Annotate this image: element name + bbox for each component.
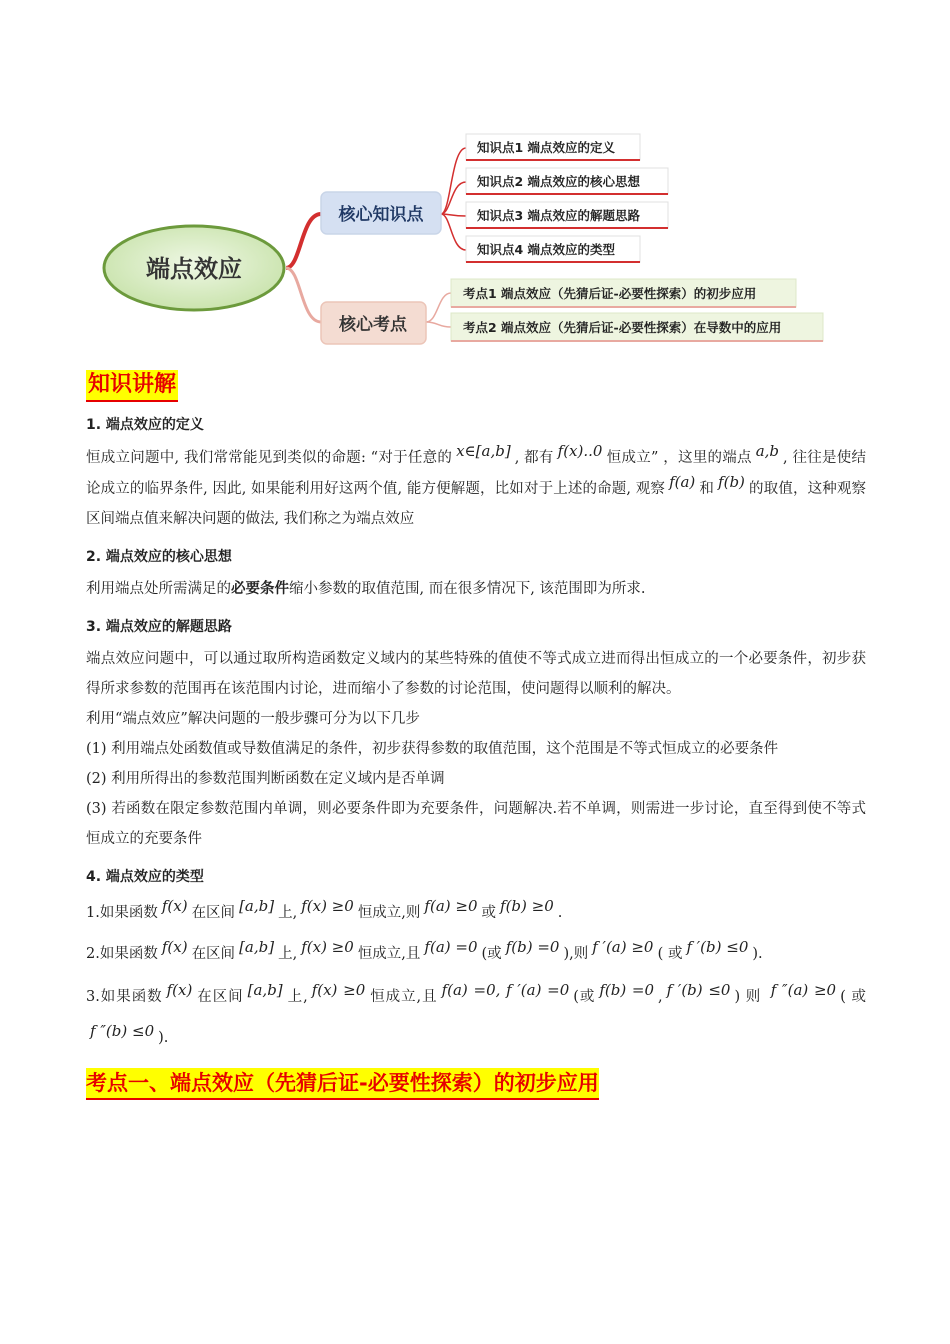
connector-branch2 (286, 268, 321, 322)
root-label: 端点效应 (146, 255, 242, 283)
document-body (86, 370, 866, 1100)
heading-approach: 3. 端点效应的解题思路 (86, 619, 232, 635)
heading-types: 4. 端点效应的类型 (86, 869, 204, 885)
leaf-node (466, 236, 640, 262)
leaf-node (466, 168, 668, 194)
type-3: 3.如果函数 f(x) 在区间 [a,b] 上, f(x) ≥0 恒成立,且 f(a) =0, f ′(a) =0 (或 f(b) =0 , f ′(b) ≤0 ) 则 f ″(a) ≥0 ( 或f ″(b) ≤0 ). (86, 981, 866, 1046)
branch-core-knowledge (321, 192, 441, 234)
branch-label: 核心知识点 (338, 205, 424, 225)
leaf-node (451, 313, 823, 341)
svg-text:考点1 端点效应（先猜后证-必要性探索）的初步应用: 考点1 端点效应（先猜后证-必要性探索）的初步应用 (463, 286, 757, 301)
leaf-node (451, 279, 796, 307)
steps-intro: 利用“端点效应”解决问题的一般步骤可分为以下几步 (86, 711, 420, 727)
leaf-node (466, 134, 640, 160)
step-1: (1) 利用端点处函数值或导数值满足的条件，初步获得参数的取值范围，这个范围是不等式恒成立的必要条件 (86, 741, 779, 757)
heading-definition: 1. 端点效应的定义 (86, 417, 204, 433)
root-node (104, 226, 284, 310)
approach-paragraph: 端点效应问题中，可以通过取所构造函数定义域内的某些特殊的值使不等式成立进而得出恒成立的一个必要条件，初步获得所求参数的范围再在该范围内讨论，进而缩小了参数的讨论范围，使问题得以顺利的解决。 (86, 651, 866, 697)
topic-title: 考点一、端点效应（先猜后证-必要性探索）的初步应用 (86, 1068, 599, 1100)
branch-label: 核心考点 (339, 315, 407, 335)
core-idea-paragraph: 利用端点处所需满足的必要条件缩小参数的取值范围, 而在很多情况下, 该范围即为所求. (86, 581, 646, 597)
svg-text:知识点3 端点效应的解题思路: 知识点3 端点效应的解题思路 (477, 208, 641, 223)
connector-branch1 (286, 214, 321, 268)
branch-core-exam (321, 302, 426, 344)
section-title: 知识讲解 (86, 370, 178, 402)
math-fx: f(x)..0 (557, 442, 603, 460)
step-2: (2) 利用所得出的参数范围判断函数在定义域内是否单调 (86, 771, 445, 787)
math-ab: a,b (755, 442, 780, 460)
mind-map (96, 126, 836, 356)
math-fa: f(a) (669, 473, 696, 491)
svg-text:知识点4 端点效应的类型: 知识点4 端点效应的类型 (477, 242, 616, 257)
type-2: 2.如果函数 f(x) 在区间 [a,b] 上, f(x) ≥0 恒成立,且 f(a) =0 (或 f(b) =0 ),则 f ′(a) ≥0 ( 或 f ′(b) ≤0 ). (86, 938, 763, 962)
definition-paragraph: 恒成立问题中, 我们常常能见到类似的命题: “对于任意的 x∈[a,b] , 都有 f(x)..0 恒成立” ，这里的端点 a,b , 往往是使结论成立的临界条件, 因此, 如果能利用好这两个值, 能方便解题，比如对于上述的命题, 观察 f(a) 和 f(b) 的取值，这种观察区间端点值来解决问题的做法, 我们称之为端点效应 (86, 442, 867, 527)
math-fb: f(b) (718, 473, 745, 491)
math-x-in-interval: x∈[a,b] (456, 442, 511, 460)
svg-text:知识点2 端点效应的核心思想: 知识点2 端点效应的核心思想 (477, 174, 641, 189)
svg-text:知识点1 端点效应的定义: 知识点1 端点效应的定义 (477, 140, 616, 155)
heading-core-idea: 2. 端点效应的核心思想 (86, 549, 232, 565)
svg-text:考点2 端点效应（先猜后证-必要性探索）在导数中的应用: 考点2 端点效应（先猜后证-必要性探索）在导数中的应用 (463, 320, 782, 335)
type-1: 1.如果函数 f(x) 在区间 [a,b] 上, f(x) ≥0 恒成立,则 f(a) ≥0 或 f(b) ≥0 . (86, 897, 563, 921)
leaf-node (466, 202, 668, 228)
step-3: (3) 若函数在限定参数范围内单调，则必要条件即为充要条件，问题解决.若不单调，则需进一步讨论，直至得到使不等式恒成立的充要条件 (86, 801, 866, 847)
